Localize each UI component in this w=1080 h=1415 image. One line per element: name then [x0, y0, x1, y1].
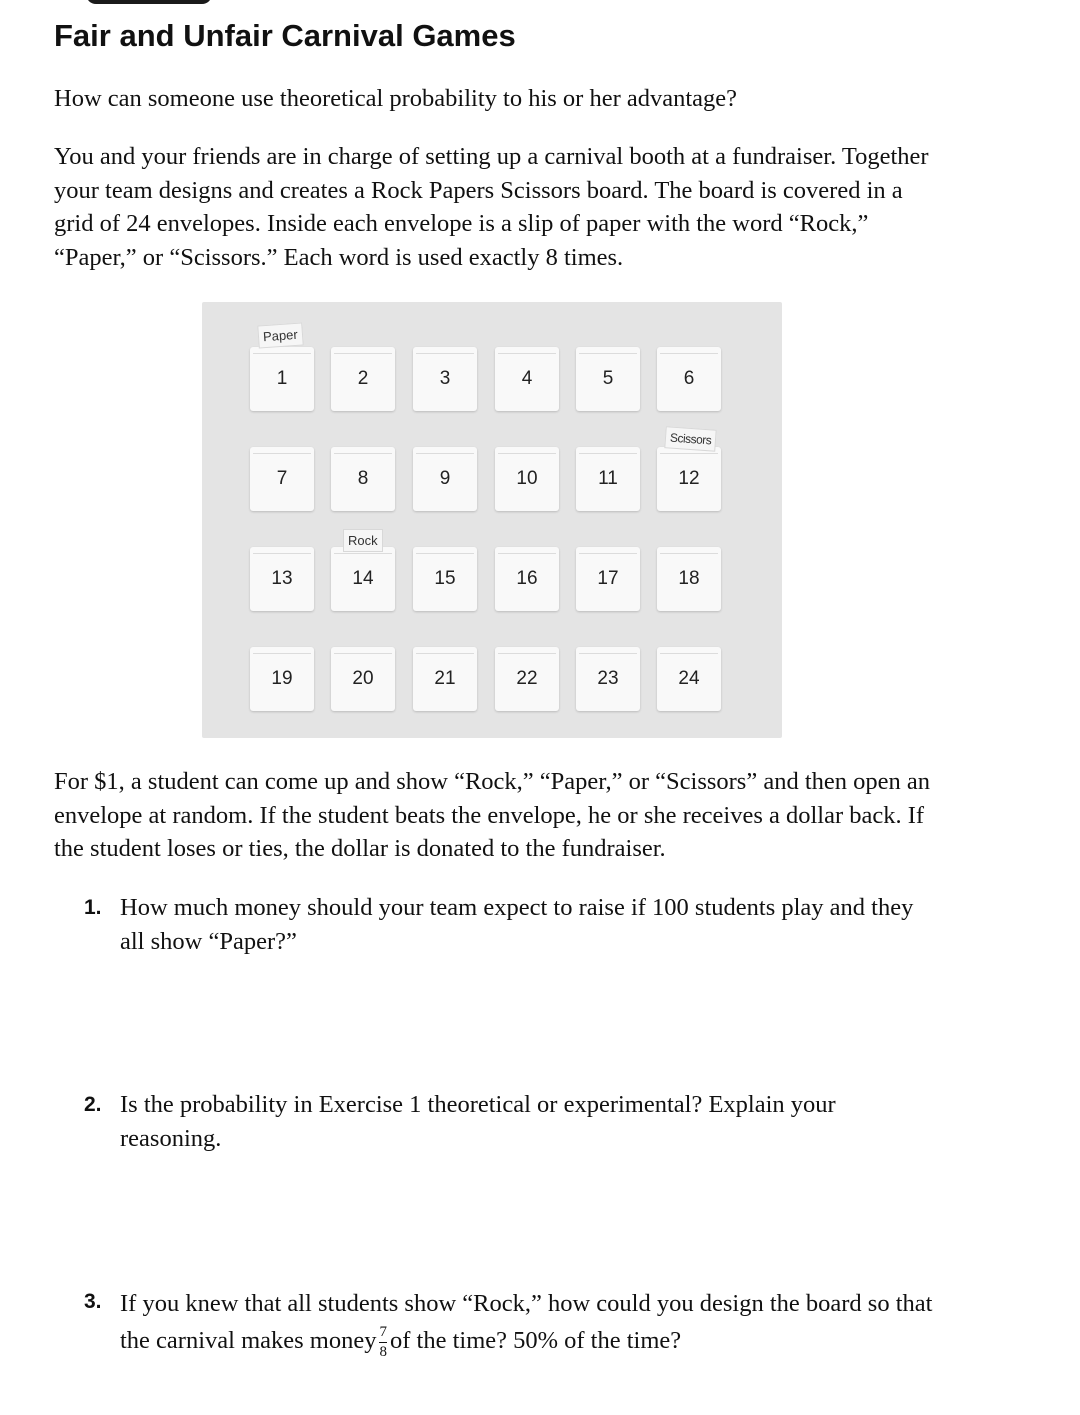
envelope-number: 9 — [439, 468, 451, 489]
envelope-18[interactable] — [657, 547, 721, 611]
envelope-16[interactable] — [495, 547, 559, 611]
envelope-number: 20 — [352, 668, 374, 689]
envelope-12[interactable] — [657, 447, 721, 511]
envelope-17[interactable] — [576, 547, 640, 611]
exercise-3 — [84, 1285, 934, 1360]
envelope-14[interactable] — [331, 547, 395, 611]
envelope-20[interactable] — [331, 647, 395, 711]
envelope-number: 23 — [597, 668, 619, 689]
envelope-number: 17 — [597, 568, 619, 589]
envelope-number: 3 — [439, 368, 451, 389]
envelope-4[interactable] — [495, 347, 559, 411]
envelope-number: 22 — [516, 668, 538, 689]
envelope-8[interactable] — [331, 447, 395, 511]
envelope-number: 6 — [683, 368, 695, 389]
envelope-19[interactable] — [250, 647, 314, 711]
exercise-number: 2. — [84, 1093, 102, 1116]
intro-paragraph: You and your friends are in charge of setting up a carnival booth at a fundraiser. Together your team designs and creates a Rock Papers Scissors board. The board is covered in a grid of 24 envelopes. Inside each envelope is a slip of paper with the word “Rock,” “Paper,” or “Scissors.” Each word is used exactly 8 times. — [54, 143, 929, 271]
slip-paper: Paper — [257, 322, 303, 348]
fraction-denominator: 8 — [379, 1343, 387, 1360]
exercise-text-before: If you knew that all students show “Rock,” how could you design the board so that the carnival makes money — [120, 1290, 933, 1354]
exercise-2 — [84, 1088, 934, 1155]
envelope-22[interactable] — [495, 647, 559, 711]
exercise-number: 3. — [84, 1290, 102, 1313]
exercise-text — [120, 1285, 934, 1360]
envelope-board — [202, 302, 782, 738]
envelope-number: 5 — [602, 368, 614, 389]
rules-paragraph: For $1, a student can come up and show “Rock,” “Paper,” or “Scissors” and then open an envelope at random. If the student beats the envelope, he or she receives a dollar back. If the student loses or ties, the dollar is donated to the fundraiser. — [54, 768, 931, 862]
top-tab-decoration — [86, 0, 212, 4]
exercise-text-after: of the time? 50% of the time? — [389, 1327, 682, 1354]
envelope-number: 8 — [357, 468, 369, 489]
envelope-number: 7 — [276, 468, 288, 489]
envelope-number: 24 — [678, 668, 700, 689]
envelope-15[interactable] — [413, 547, 477, 611]
envelope-23[interactable] — [576, 647, 640, 711]
envelope-number: 2 — [357, 368, 369, 389]
envelope-number: 12 — [678, 468, 700, 489]
exercise-text: How much money should your team expect to raise if 100 students play and they all show “Paper?” — [120, 894, 914, 955]
envelope-number: 14 — [352, 568, 374, 589]
envelope-2[interactable] — [331, 347, 395, 411]
envelope-number: 21 — [434, 668, 456, 689]
envelope-6[interactable] — [657, 347, 721, 411]
exercise-text: Is the probability in Exercise 1 theoretical or experimental? Explain your reasoning. — [120, 1091, 836, 1152]
envelope-3[interactable] — [413, 347, 477, 411]
envelope-number: 4 — [521, 368, 533, 389]
envelope-number: 19 — [271, 668, 293, 689]
envelope-number: 16 — [516, 568, 538, 589]
exercise-number: 1. — [84, 896, 102, 919]
slip-scissors: Scissors — [664, 426, 717, 452]
envelope-number: 18 — [678, 568, 700, 589]
envelope-11[interactable] — [576, 447, 640, 511]
envelope-24[interactable] — [657, 647, 721, 711]
envelope-number: 15 — [434, 568, 456, 589]
page-title: Fair and Unfair Carnival Games — [54, 18, 516, 53]
envelope-10[interactable] — [495, 447, 559, 511]
fraction-numerator: 7 — [379, 1323, 387, 1340]
essential-question: How can someone use theoretical probability to his or her advantage? — [54, 85, 738, 112]
envelope-5[interactable] — [576, 347, 640, 411]
envelope-1[interactable] — [250, 347, 314, 411]
envelope-9[interactable] — [413, 447, 477, 511]
slip-rock: Rock — [343, 529, 383, 552]
envelope-13[interactable] — [250, 547, 314, 611]
envelope-number: 1 — [276, 368, 288, 389]
envelope-number: 10 — [516, 468, 538, 489]
envelope-7[interactable] — [250, 447, 314, 511]
envelope-21[interactable] — [413, 647, 477, 711]
exercise-1 — [84, 891, 934, 958]
envelope-number: 11 — [598, 468, 618, 489]
fraction-seven-eighths — [379, 1325, 387, 1360]
envelope-number: 13 — [271, 568, 293, 589]
